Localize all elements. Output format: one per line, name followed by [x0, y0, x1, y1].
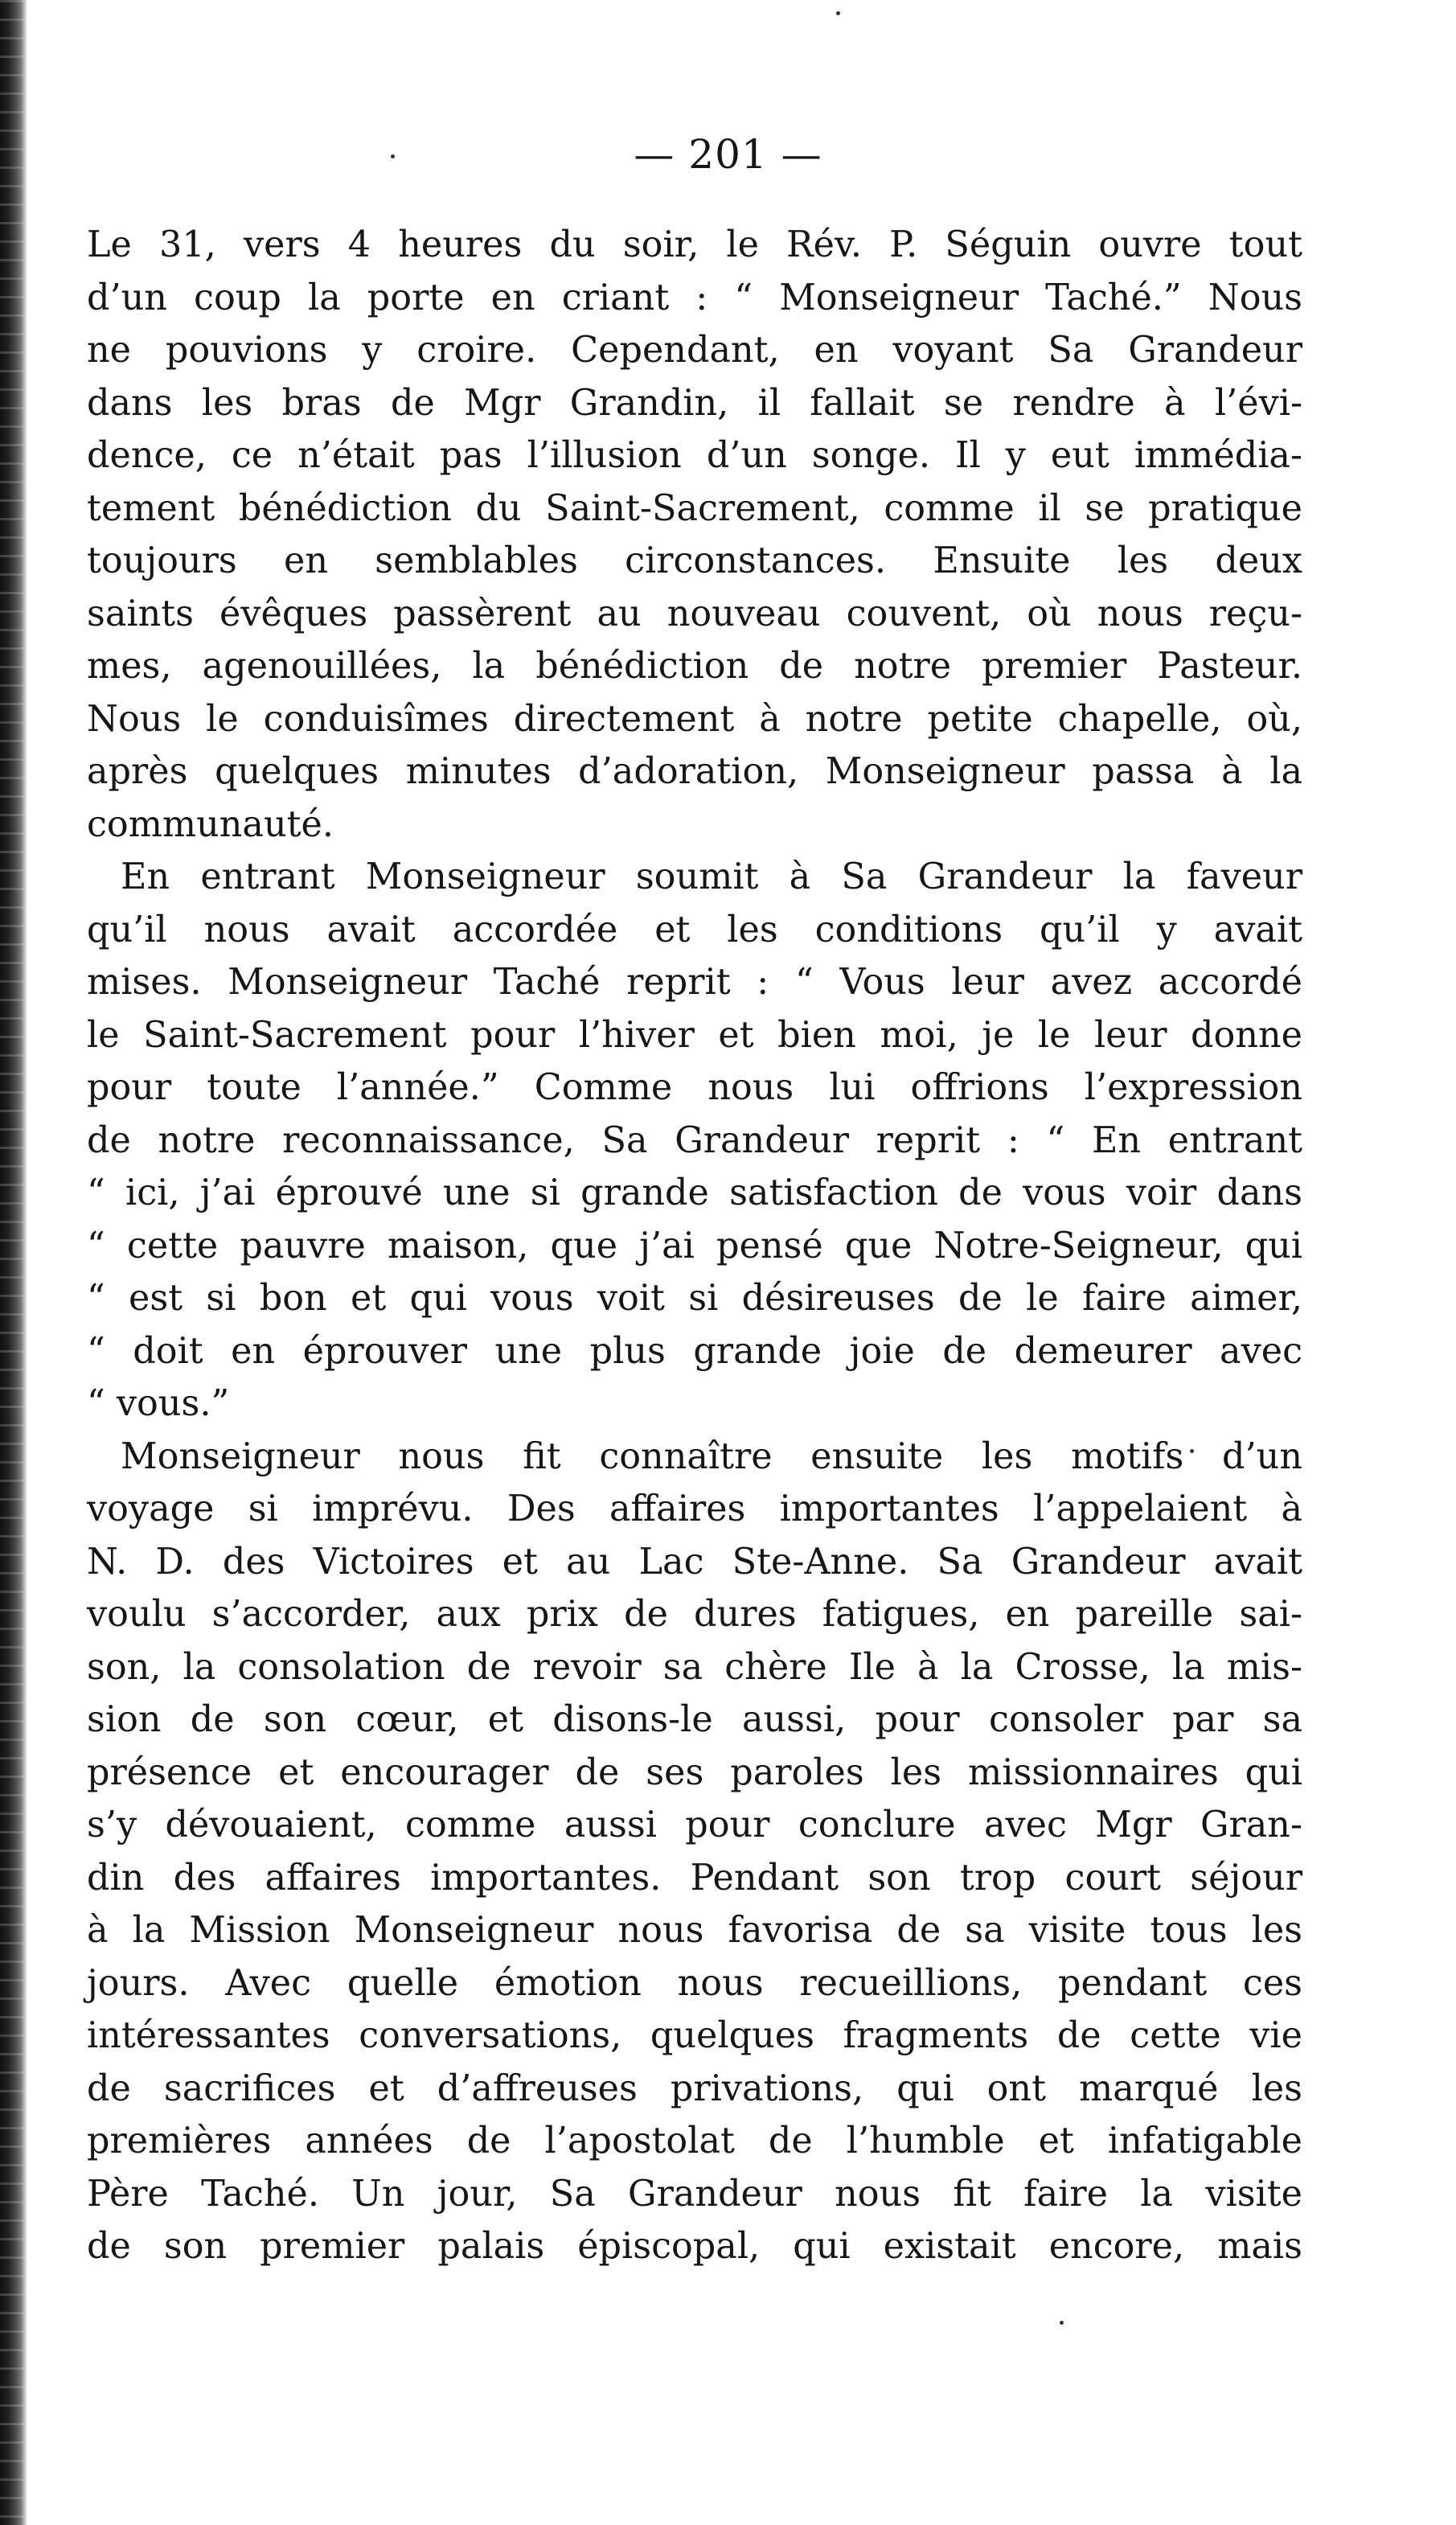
page-number: — 201 —	[634, 131, 822, 178]
text-line: En entrant Monseigneur soumit à Sa Grandeur la faveur	[121, 856, 1302, 897]
text-line: Le 31, vers 4 heures du soir, le Rév. P. Séguin ouvre tout	[87, 224, 1302, 265]
text-line: “ ici, j’ai éprouvé une si grande satisfaction de vous voir dans	[87, 1172, 1302, 1213]
text-line: de sacrifices et d’affreuses privations, qui ont marqué les	[87, 2067, 1302, 2109]
text-line: “ vous.”	[87, 1383, 230, 1424]
text-line: N. D. des Victoires et au Lac Ste-Anne. Sa Grandeur avait	[87, 1541, 1302, 1583]
text-line: toujours en semblables circonstances. Ensuite les deux	[87, 540, 1302, 581]
body-text	[87, 219, 1302, 2273]
text-line: d’un coup la porte en criant : “ Monseigneur Taché.” Nous	[87, 277, 1302, 318]
text-line: din des affaires importantes. Pendant son trop court séjour	[87, 1857, 1302, 1899]
text-line: présence et encourager de ses paroles les missionnaires qui	[87, 1751, 1302, 1793]
text-line: à la Mission Monseigneur nous favorisa de sa visite tous les	[87, 1910, 1302, 1951]
text-line: tement bénédiction du Saint-Sacrement, comme il se pratique	[87, 487, 1302, 529]
text-line: son, la consolation de revoir sa chère Ile à la Crosse, la mis-	[87, 1646, 1302, 1688]
text-line: voyage si imprévu. Des affaires importantes l’appelaient à	[87, 1488, 1302, 1529]
text-line: qu’il nous avait accordée et les conditions qu’il y avait	[87, 909, 1302, 950]
text-line: “ doit en éprouver une plus grande joie de demeurer avec	[87, 1330, 1302, 1372]
text-line: de notre reconnaissance, Sa Grandeur reprit : “ En entrant	[87, 1119, 1302, 1161]
text-line: dans les bras de Mgr Grandin, il fallait se rendre à l’évi-	[87, 382, 1302, 424]
text-line: communauté.	[87, 803, 334, 845]
text-line: après quelques minutes d’adoration, Monseigneur passa à la	[87, 751, 1302, 792]
text-line: Monseigneur nous fit connaître ensuite les motifs d’un	[121, 1435, 1302, 1477]
text-line: Nous le conduisîmes directement à notre petite chapelle, où,	[87, 698, 1302, 740]
text-line: sion de son cœur, et disons-le aussi, pour consoler par sa	[87, 1699, 1302, 1740]
text-line: le Saint-Sacrement pour l’hiver et bien moi, je le leur donne	[87, 1014, 1302, 1056]
text-line: ne pouvions y croire. Cependant, en voyant Sa Grandeur	[87, 330, 1302, 371]
text-line: premières années de l’apostolat de l’humble et infatigable	[87, 2121, 1302, 2162]
text-line: mises. Monseigneur Taché reprit : “ Vous leur avez accordé	[87, 962, 1302, 1003]
text-line: “ cette pauvre maison, que j’ai pensé que Notre-Seigneur, qui	[87, 1225, 1302, 1267]
text-line: dence, ce n’était pas l’illusion d’un songe. Il y eut immédia-	[87, 435, 1302, 476]
text-line: pour toute l’année.” Comme nous lui offrions l’expression	[87, 1067, 1302, 1108]
text-line: Père Taché. Un jour, Sa Grandeur nous fit faire la visite	[87, 2173, 1302, 2215]
page-binding-edge	[0, 0, 27, 2525]
text-line: s’y dévouaient, comme aussi pour conclure avec Mgr Gran-	[87, 1804, 1302, 1846]
text-line: intéressantes conversations, quelques fragments de cette vie	[87, 2015, 1302, 2056]
text-line: saints évêques passèrent au nouveau couvent, où nous reçu-	[87, 593, 1302, 634]
print-speck	[836, 11, 840, 15]
text-line: de son premier palais épiscopal, qui existait encore, mais	[87, 2226, 1302, 2267]
text-line: mes, agenouillées, la bénédiction de notre premier Pasteur.	[87, 646, 1302, 687]
text-line: voulu s’accorder, aux prix de dures fatigues, en pareille sai-	[87, 1594, 1302, 1635]
print-speck	[1060, 2321, 1064, 2325]
text-line: jours. Avec quelle émotion nous recueillions, pendant ces	[87, 1962, 1302, 2004]
text-line: “ est si bon et qui vous voit si désireuses de le faire aimer,	[87, 1278, 1302, 1319]
